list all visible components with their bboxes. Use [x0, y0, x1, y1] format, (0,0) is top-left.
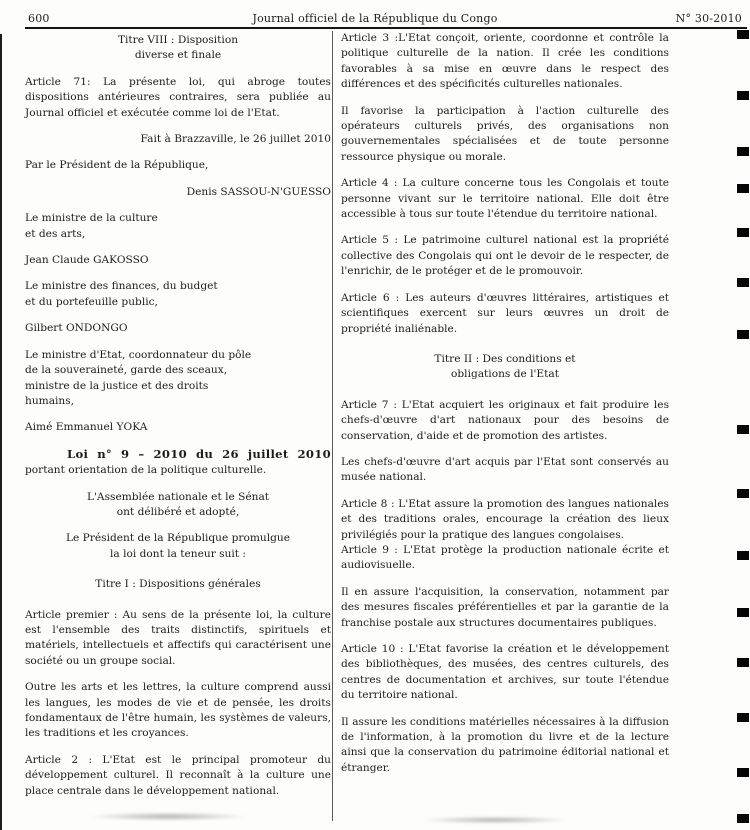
text-line: diverse et finale [134, 49, 222, 62]
text-line: humains, [25, 394, 75, 407]
text-line: Le ministre de la culture [25, 212, 158, 225]
text-line: de la souveraineté, garde des sceaux, [25, 364, 228, 377]
journal-title: Journal officiel de la République du Congo [252, 12, 498, 25]
minister-culture-name [25, 253, 331, 268]
scan-edge-mark [737, 551, 749, 560]
text-line: Titre I : Dispositions générales [95, 578, 261, 591]
minister-finances-name [25, 321, 331, 336]
assembly-statement [25, 490, 331, 521]
article-premier: Article premier : Au sens de la présente loi, la culture est l'ensemble des traits distinctifs, spirituels et matériels, intellectuels et affectifs qui caractérisent une société ou un groupe social. [25, 608, 331, 667]
scan-edge-mark [737, 713, 749, 722]
scan-edge-mark [737, 278, 749, 287]
law-number-bold: Loi n° 9 – 2010 du 26 juillet 2010 [67, 446, 331, 461]
issue-number: N° 30-2010 [675, 12, 742, 25]
text-line: obligations de l'Etat [451, 368, 559, 381]
law-reference [25, 447, 331, 479]
text-line: la loi dont la teneur suit : [110, 547, 246, 560]
text-line: et du portefeuille public, [25, 295, 158, 308]
text-line: Par le Président de la République, [25, 159, 209, 172]
text-line: ont délibéré et adopté, [116, 505, 240, 518]
scan-edge-mark [737, 330, 749, 339]
text-line: Titre II : Des conditions et [434, 352, 576, 365]
scan-edge-mark [737, 608, 749, 617]
article-71: Article 71: La présente loi, qui abroge toutes dispositions antérieures contraires, sera publiée au Journal officiel et exécutée comme loi de l'Etat. [25, 75, 331, 119]
scan-edge-mark [737, 814, 749, 823]
scan-edge-mark [737, 658, 749, 667]
minister-state-name [25, 420, 331, 435]
article-3-suite: Il favorise la participation à l'action culturelle des opérateurs culturels privés, des organisations non gouvernementales spécialisées et de toute personne ressource physique ou morale. [341, 104, 669, 163]
article-2: Article 2 : L'Etat est le principal promoteur du développement culturel. Il reconnaît à la culture une place centrale dans le développement national. [25, 753, 331, 797]
scan-edge-mark [737, 30, 749, 39]
titre-i-heading [25, 577, 331, 592]
minister-finances-title [25, 279, 331, 310]
article-10-suite: Il assure les conditions matérielles nécessaires à la diffusion de l'information, à la promotion du livre et de la lecture ainsi que la conservation du patrimoine éditorial national et étranger. [341, 715, 669, 774]
text-line: L'Assemblée nationale et le Sénat [86, 490, 270, 503]
text-line: Aimé Emmanuel YOKA [25, 421, 148, 434]
article-8: Article 8 : L'Etat assure la promotion des langues nationales et des traditions orales, encourage la création des lieux privilégiés pour la pratique des langues congolaises. [341, 497, 669, 541]
law-subject: portant orientation de la politique culturelle. [25, 464, 267, 477]
text-line: Le Président de la République promulgue [66, 532, 290, 545]
scan-edge-mark [737, 489, 749, 498]
article-9: Article 9 : L'Etat protège la production nationale écrite et audiovisuelle. [341, 543, 669, 572]
text-line: Le ministre d'Etat, coordonnateur du pôle [25, 348, 252, 361]
scan-edge-mark [737, 228, 749, 237]
article-6: Article 6 : Les auteurs d'œuvres littéraires, artistiques et scientifiques exercent sur leurs œuvres un droit de propriété inaliénable. [341, 291, 669, 335]
titre-viii-heading [25, 33, 331, 64]
promulgation-statement [25, 531, 331, 562]
scan-smudge [88, 812, 248, 821]
left-column [25, 33, 331, 810]
right-column [341, 31, 669, 787]
text-line: Gilbert ONDONGO [25, 322, 128, 335]
header-rule [25, 27, 747, 29]
text-line: Le ministre des finances, du budget [25, 280, 218, 293]
article-premier-suite: Outre les arts et les lettres, la culture comprend aussi les langues, les modes de vie et de pensée, les droits fondamentaux de l'être humain, les systèmes de valeurs, les traditions et les croyances. [25, 681, 331, 740]
minister-state-title [25, 348, 331, 410]
article-9-suite: Il en assure l'acquisition, la conservation, notamment par des mesures fiscales préférentielles et par la garantie de la franchise postale aux structures documentaires publiques. [341, 585, 669, 629]
scan-edge-mark [737, 768, 749, 777]
text-line: Titre VIII : Disposition [117, 34, 239, 46]
dateline: Fait à Brazzaville, le 26 juillet 2010 [140, 133, 331, 146]
scan-edge-mark [737, 425, 749, 434]
article-7-suite: Les chefs-d'œuvre d'art acquis par l'Etat sont conservés au musée national. [341, 455, 669, 484]
article-3: Article 3 :L'Etat conçoit, oriente, coordonne et contrôle la politique culturelle de la nation. Il crée les conditions favorables à sa mise en œuvre dans le respect des différences et des spécificités culturelles nationales. [341, 32, 669, 91]
scan-edge-mark [737, 91, 749, 100]
article-4: Article 4 : La culture concerne tous les Congolais et toute personne vivant sur le territoire national. Elle doit être accessible à tous sur toute l'étendue du territoire national. [341, 177, 669, 221]
scan-edge-mark [737, 147, 749, 156]
president-name: Denis SASSOU-N'GUESSO [186, 185, 331, 198]
text-line: et des arts, [25, 227, 86, 240]
text-line: Jean Claude GAKOSSO [25, 254, 149, 267]
article-5: Article 5 : Le patrimoine culturel national est la propriété collective des Congolais qui ont le devoir de le respecter, de l'enrichir, de le protéger et de le promouvoir. [341, 234, 669, 278]
column-divider [332, 31, 333, 821]
text-line: ministre de la justice et des droits [25, 379, 209, 392]
page-number: 600 [28, 12, 50, 25]
scan-left-edge [0, 34, 2, 830]
scan-smudge [420, 816, 570, 824]
scan-edge-mark [737, 184, 749, 193]
article-7: Article 7 : L'Etat acquiert les originaux et fait produire les chefs-d'œuvre d'art nationaux pour des besoins de conservation, d'aide et de promotion des artistes. [341, 398, 669, 442]
signature-intro [25, 158, 331, 173]
titre-ii-heading [341, 352, 669, 383]
article-10: Article 10 : L'Etat favorise la création et le développement des bibliothèques, des musées, des centres culturels, des centres de documentation et archives, sur toute l'étendue du territoire national. [341, 643, 669, 702]
minister-culture-title [25, 211, 331, 242]
